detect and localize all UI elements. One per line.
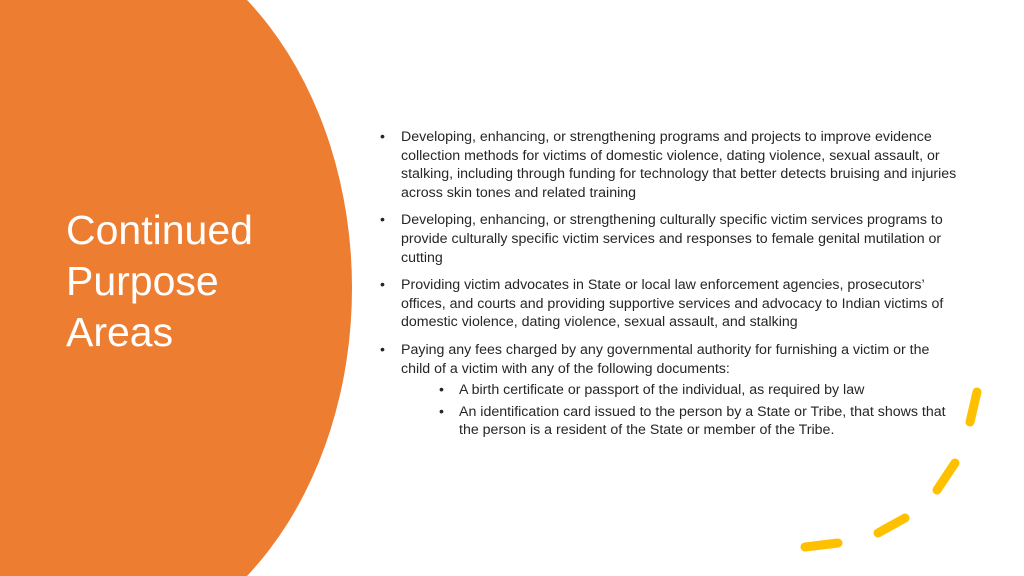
slide-title — [66, 205, 326, 358]
bullet-item-text: • Paying any fees charged by any governmental authority for furnishing a victim or the child of a victim with any of the following documents: — [401, 341, 930, 377]
title-line-2: Purpose — [66, 258, 219, 304]
dash-2 — [937, 463, 955, 490]
title-line-3: Areas — [66, 309, 174, 355]
bullet-item — [380, 341, 960, 440]
bullet-list — [380, 128, 960, 449]
bullet-item: • Developing, enhancing, or strengthening programs and projects to improve evidence collection methods for victims of domestic violence, dating violence, sexual assault, or stalking, including through funding for technology that better detects bruising and injuries across skin tones and related training — [380, 128, 960, 202]
dash-1 — [970, 392, 977, 422]
bullet-item: • Developing, enhancing, or strengthening culturally specific victim services programs to provide culturally specific victim services and responses to female genital mutilation or cutting — [380, 211, 960, 267]
dash-3 — [878, 518, 905, 533]
title-line-1: Continued — [66, 207, 253, 253]
dash-4 — [805, 543, 838, 547]
sub-bullet-item: • A birth certificate or passport of the individual, as required by law — [401, 381, 960, 400]
bullet-item: • Providing victim advocates in State or local law enforcement agencies, prosecutors’ offices, and courts and providing supportive services and advocacy to Indian victims of domestic violence, dating violence, sexual assault, and stalking — [380, 276, 960, 332]
sub-bullet-item: • An identification card issued to the person by a State or Tribe, that shows that the person is a resident of the State or member of the Tribe. — [401, 403, 960, 440]
